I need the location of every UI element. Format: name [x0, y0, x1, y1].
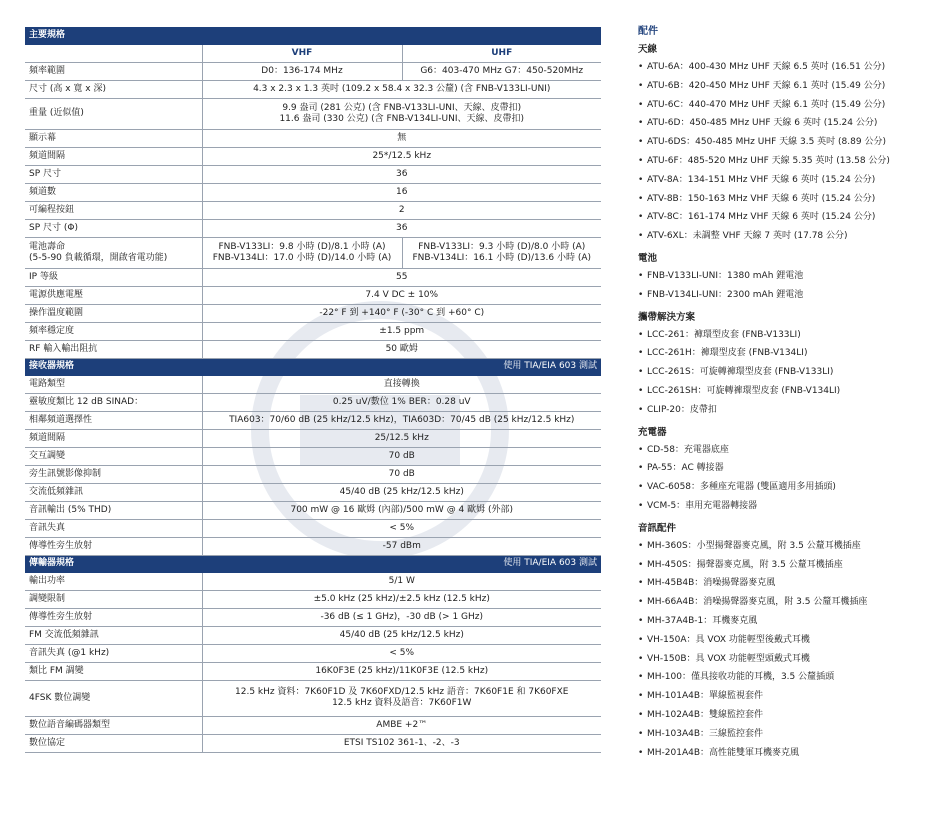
row-value: 7.4 V DC ± 10% — [202, 286, 601, 304]
list-item: • FNB-V133LI-UNI：1380 mAh 鋰電池 — [638, 267, 933, 286]
section-rx-header — [25, 358, 601, 375]
table-row — [25, 147, 601, 165]
row-value: 700 mW @ 16 歐姆 (內部)/500 mW @ 4 歐姆 (外部) — [202, 501, 601, 519]
row-value: 2 — [202, 201, 601, 219]
row-label: 音訊失真 (@1 kHz) — [25, 644, 202, 662]
row-value: 70 dB — [202, 465, 601, 483]
row-label: 傳導性旁生放射 — [25, 608, 202, 626]
list-item: • ATV-8A：134-151 MHz VHF 天線 6 英吋 (15.24 公分) — [638, 171, 933, 190]
row-label: 顯示幕 — [25, 129, 202, 147]
table-row — [25, 662, 601, 680]
row-value: 0.25 uV/數位 1% BER：0.28 uV — [202, 393, 601, 411]
list-item: • ATU-6D：450-485 MHz UHF 天線 6 英吋 (15.24 公分) — [638, 114, 933, 133]
list-item: • MH-103A4B：三線監控套件 — [638, 725, 933, 744]
weight-line-1: 9.9 盎司 (281 公克) (含 FNB-V133LI-UNI、天線、皮帶扣) — [282, 102, 522, 113]
spec-table — [25, 27, 601, 753]
band-vhf: VHF — [202, 44, 402, 62]
section-rx-standard: 使用 TIA/EIA 603 測試 — [402, 358, 601, 375]
row-label: 調變限制 — [25, 590, 202, 608]
table-row — [25, 183, 601, 201]
row-label: 輸出功率 — [25, 572, 202, 590]
row-label: SP 尺寸 — [25, 165, 202, 183]
accessory-list — [638, 537, 933, 763]
table-row — [25, 340, 601, 358]
row-label: 相鄰頻道選擇性 — [25, 411, 202, 429]
row-label — [25, 237, 202, 268]
table-row — [25, 483, 601, 501]
row-label: 交互調變 — [25, 447, 202, 465]
table-row — [25, 201, 601, 219]
row-value — [202, 98, 601, 129]
table-row — [25, 537, 601, 555]
list-item: • VH-150A：具 VOX 功能輕型後戴式耳機 — [638, 631, 933, 650]
list-item: • MH-66A4B：消噪揚聲器麥克風，附 3.5 公釐耳機插座 — [638, 593, 933, 612]
section-main-title: 主要規格 — [25, 27, 601, 44]
row-label: 音訊輸出 (5% THD) — [25, 501, 202, 519]
row-label: 頻率範圍 — [25, 62, 202, 80]
row-label: 數位語音編碼器類型 — [25, 716, 202, 734]
section-main-header — [25, 27, 601, 44]
row-value — [202, 237, 402, 268]
row-value: 16K0F3E (25 kHz)/11K0F3E (12.5 kHz) — [202, 662, 601, 680]
battery-label-line-2: (5-5-90 負載循環，開啟省電功能) — [29, 252, 168, 263]
row-value: ±1.5 ppm — [202, 322, 601, 340]
table-row — [25, 219, 601, 237]
table-row — [25, 734, 601, 752]
battery-uhf-line-2: FNB-V134LI：16.1 小時 (D)/13.6 小時 (A) — [412, 252, 591, 263]
row-value: -36 dB (≤ 1 GHz)，-30 dB (> 1 GHz) — [202, 608, 601, 626]
list-item: • ATU-6F：485-520 MHz UHF 天線 5.35 英吋 (13.58 公分) — [638, 152, 933, 171]
list-item: • LCC-261S：可旋轉褲環型皮套 (FNB-V133LI) — [638, 363, 933, 382]
table-row — [25, 590, 601, 608]
table-row — [25, 447, 601, 465]
table-row — [25, 501, 601, 519]
table-row — [25, 80, 601, 98]
list-item: • MH-45B4B：消噪揚聲器麥克風 — [638, 574, 933, 593]
row-label: 類比 FM 調變 — [25, 662, 202, 680]
row-value: 25/12.5 kHz — [202, 429, 601, 447]
row-label: 音訊失真 — [25, 519, 202, 537]
band-uhf: UHF — [402, 44, 601, 62]
table-row — [25, 375, 601, 393]
list-item: • ATU-6A：400-430 MHz UHF 天線 6.5 英吋 (16.51 公分) — [638, 58, 933, 77]
row-value: 直接轉換 — [202, 375, 601, 393]
row-value: G6：403-470 MHz G7：450-520MHz — [402, 62, 601, 80]
row-label: 傳導性旁生放射 — [25, 537, 202, 555]
list-item: • ATU-6B：420-450 MHz UHF 天線 6.1 英吋 (15.49 公分) — [638, 77, 933, 96]
row-value: ±5.0 kHz (25 kHz)/±2.5 kHz (12.5 kHz) — [202, 590, 601, 608]
list-item: • VAC-6058：多種座充電器 (雙區適用多用插頭) — [638, 478, 933, 497]
list-item: • ATV-6XL：未調整 VHF 天線 7 英吋 (17.78 公分) — [638, 227, 933, 246]
row-label: 頻道間隔 — [25, 429, 202, 447]
row-value: 5/1 W — [202, 572, 601, 590]
accessory-list — [638, 267, 933, 305]
row-label: 尺寸 (高 x 寬 x 深) — [25, 80, 202, 98]
table-row — [25, 129, 601, 147]
table-row — [25, 62, 601, 80]
section-tx-title: 傳輸器規格 — [25, 555, 402, 572]
row-value: 70 dB — [202, 447, 601, 465]
row-value: TIA603：70/60 dB (25 kHz/12.5 kHz)，TIA603D：70/45 dB (25 kHz/12.5 kHz) — [202, 411, 601, 429]
list-item: • MH-450S：揚聲器麥克風，附 3.5 公釐耳機插座 — [638, 556, 933, 575]
table-row — [25, 304, 601, 322]
row-value: ETSI TS102 361-1、-2、-3 — [202, 734, 601, 752]
list-item: • MH-102A4B：雙線監控套件 — [638, 706, 933, 725]
row-value: 16 — [202, 183, 601, 201]
accessories-panel — [638, 22, 933, 762]
table-row — [25, 716, 601, 734]
table-row — [25, 393, 601, 411]
list-item: • VCM-5：車用充電器轉接器 — [638, 497, 933, 516]
battery-vhf-line-2: FNB-V134LI：17.0 小時 (D)/14.0 小時 (A) — [212, 252, 392, 263]
table-row — [25, 165, 601, 183]
accessory-list — [638, 326, 933, 420]
row-value: 36 — [202, 165, 601, 183]
list-item: • LCC-261H：褲環型皮套 (FNB-V134LI) — [638, 344, 933, 363]
list-item: • CD-58：充電器底座 — [638, 441, 933, 460]
weight-line-2: 11.6 盎司 (330 公克) (含 FNB-V134LI-UNI、天線、皮帶扣) — [279, 113, 525, 124]
row-value: 36 — [202, 219, 601, 237]
row-value: -57 dBm — [202, 537, 601, 555]
row-label: 旁生訊號影像抑制 — [25, 465, 202, 483]
row-label: RF 輸入輸出阻抗 — [25, 340, 202, 358]
list-item: • MH-360S：小型揚聲器麥克風，附 3.5 公釐耳機插座 — [638, 537, 933, 556]
list-item: • MH-100：僅具接收功能的耳機，3.5 公釐插頭 — [638, 668, 933, 687]
list-item: • ATU-6DS：450-485 MHz UHF 天線 3.5 英吋 (8.89 公分) — [638, 133, 933, 152]
row-label: 頻道間隔 — [25, 147, 202, 165]
row-label: SP 尺寸 (Φ) — [25, 219, 202, 237]
row-value — [402, 237, 601, 268]
battery-vhf-line-1: FNB-V133LI：9.8 小時 (D)/8.1 小時 (A) — [218, 241, 386, 252]
battery-uhf-line-1: FNB-V133LI：9.3 小時 (D)/8.0 小時 (A) — [418, 241, 586, 252]
accessory-group-title: 充電器 — [638, 426, 667, 438]
table-row — [25, 572, 601, 590]
table-row — [25, 322, 601, 340]
table-row — [25, 286, 601, 304]
row-label: 交流低頻雜訊 — [25, 483, 202, 501]
section-tx-header — [25, 555, 601, 572]
list-item: • LCC-261：褲環型皮套 (FNB-V133LI) — [638, 326, 933, 345]
list-item: • LCC-261SH：可旋轉褲環型皮套 (FNB-V134LI) — [638, 382, 933, 401]
table-row — [25, 519, 601, 537]
row-label: 頻道數 — [25, 183, 202, 201]
row-value: D0：136-174 MHz — [202, 62, 402, 80]
list-item: • FNB-V134LI-UNI：2300 mAh 鋰電池 — [638, 286, 933, 305]
row-label: 頻率穩定度 — [25, 322, 202, 340]
accessories-title: 配件 — [638, 26, 658, 37]
row-label: FM 交流低頻雜訊 — [25, 626, 202, 644]
row-value — [202, 680, 601, 716]
table-row — [25, 429, 601, 447]
list-item: • ATU-6C：440-470 MHz UHF 天線 6.1 英吋 (15.49 公分) — [638, 96, 933, 115]
row-value: 4.3 x 2.3 x 1.3 英吋 (109.2 x 58.4 x 32.3 公釐) (含 FNB-V133LI-UNI) — [202, 80, 601, 98]
row-value: 45/40 dB (25 kHz/12.5 kHz) — [202, 483, 601, 501]
list-item: • CLIP-20：皮帶扣 — [638, 401, 933, 420]
list-item: • MH-101A4B：單線監視套件 — [638, 687, 933, 706]
table-row — [25, 644, 601, 662]
list-item: • ATV-8C：161-174 MHz VHF 天線 6 英吋 (15.24 公分) — [638, 208, 933, 227]
table-row — [25, 680, 601, 716]
row-label: IP 等級 — [25, 268, 202, 286]
row-value: 50 歐姆 — [202, 340, 601, 358]
row-label: 電源供應電壓 — [25, 286, 202, 304]
accessory-group-title: 電池 — [638, 252, 658, 264]
row-value: < 5% — [202, 644, 601, 662]
row-label: 數位協定 — [25, 734, 202, 752]
row-value: 45/40 dB (25 kHz/12.5 kHz) — [202, 626, 601, 644]
4fsk-line-2: 12.5 kHz 資料及語音：7K60F1W — [332, 698, 472, 708]
battery-label-line-1: 電池壽命 — [29, 241, 66, 252]
list-item: • MH-201A4B：高性能雙軍耳機麥克風 — [638, 744, 933, 763]
row-label: 靈敏度類比 12 dB SINAD： — [25, 393, 202, 411]
row-label: 電路類型 — [25, 375, 202, 393]
section-rx-title: 接收器規格 — [25, 358, 402, 375]
row-value: 無 — [202, 129, 601, 147]
row-label: 重量 (近似值) — [25, 98, 202, 129]
list-item: • PA-55：AC 轉接器 — [638, 459, 933, 478]
accessory-list — [638, 441, 933, 516]
accessory-group-title: 音訊配件 — [638, 522, 677, 534]
row-value: 55 — [202, 268, 601, 286]
table-row — [25, 98, 601, 129]
accessories-groups — [638, 41, 933, 762]
table-row — [25, 626, 601, 644]
section-tx-standard: 使用 TIA/EIA 603 測試 — [402, 555, 601, 572]
row-value: -22° F 到 +140° F (-30° C 到 +60° C) — [202, 304, 601, 322]
list-item: • ATV-8B：150-163 MHz VHF 天線 6 英吋 (15.24 公分) — [638, 190, 933, 209]
accessory-group-title: 攜帶解決方案 — [638, 311, 696, 323]
table-row — [25, 411, 601, 429]
list-item: • MH-37A4B-1：耳機麥克風 — [638, 612, 933, 631]
row-label: 4FSK 數位調變 — [25, 680, 202, 716]
row-label: 操作溫度範圍 — [25, 304, 202, 322]
accessory-list — [638, 58, 933, 246]
row-value: 25*/12.5 kHz — [202, 147, 601, 165]
table-row — [25, 465, 601, 483]
band-header-row — [25, 44, 601, 62]
table-row — [25, 237, 601, 268]
4fsk-line-1: 12.5 kHz 資料：7K60F1D 及 7K60FXD/12.5 kHz 語音：7K60F1E 和 7K60FXE — [235, 687, 569, 698]
row-label: 可編程按鈕 — [25, 201, 202, 219]
list-item: • VH-150B：具 VOX 功能輕型頭戴式耳機 — [638, 650, 933, 669]
row-value: AMBE +2™ — [202, 716, 601, 734]
accessory-group-title: 天線 — [638, 44, 658, 55]
table-row — [25, 268, 601, 286]
row-value: < 5% — [202, 519, 601, 537]
table-row — [25, 608, 601, 626]
